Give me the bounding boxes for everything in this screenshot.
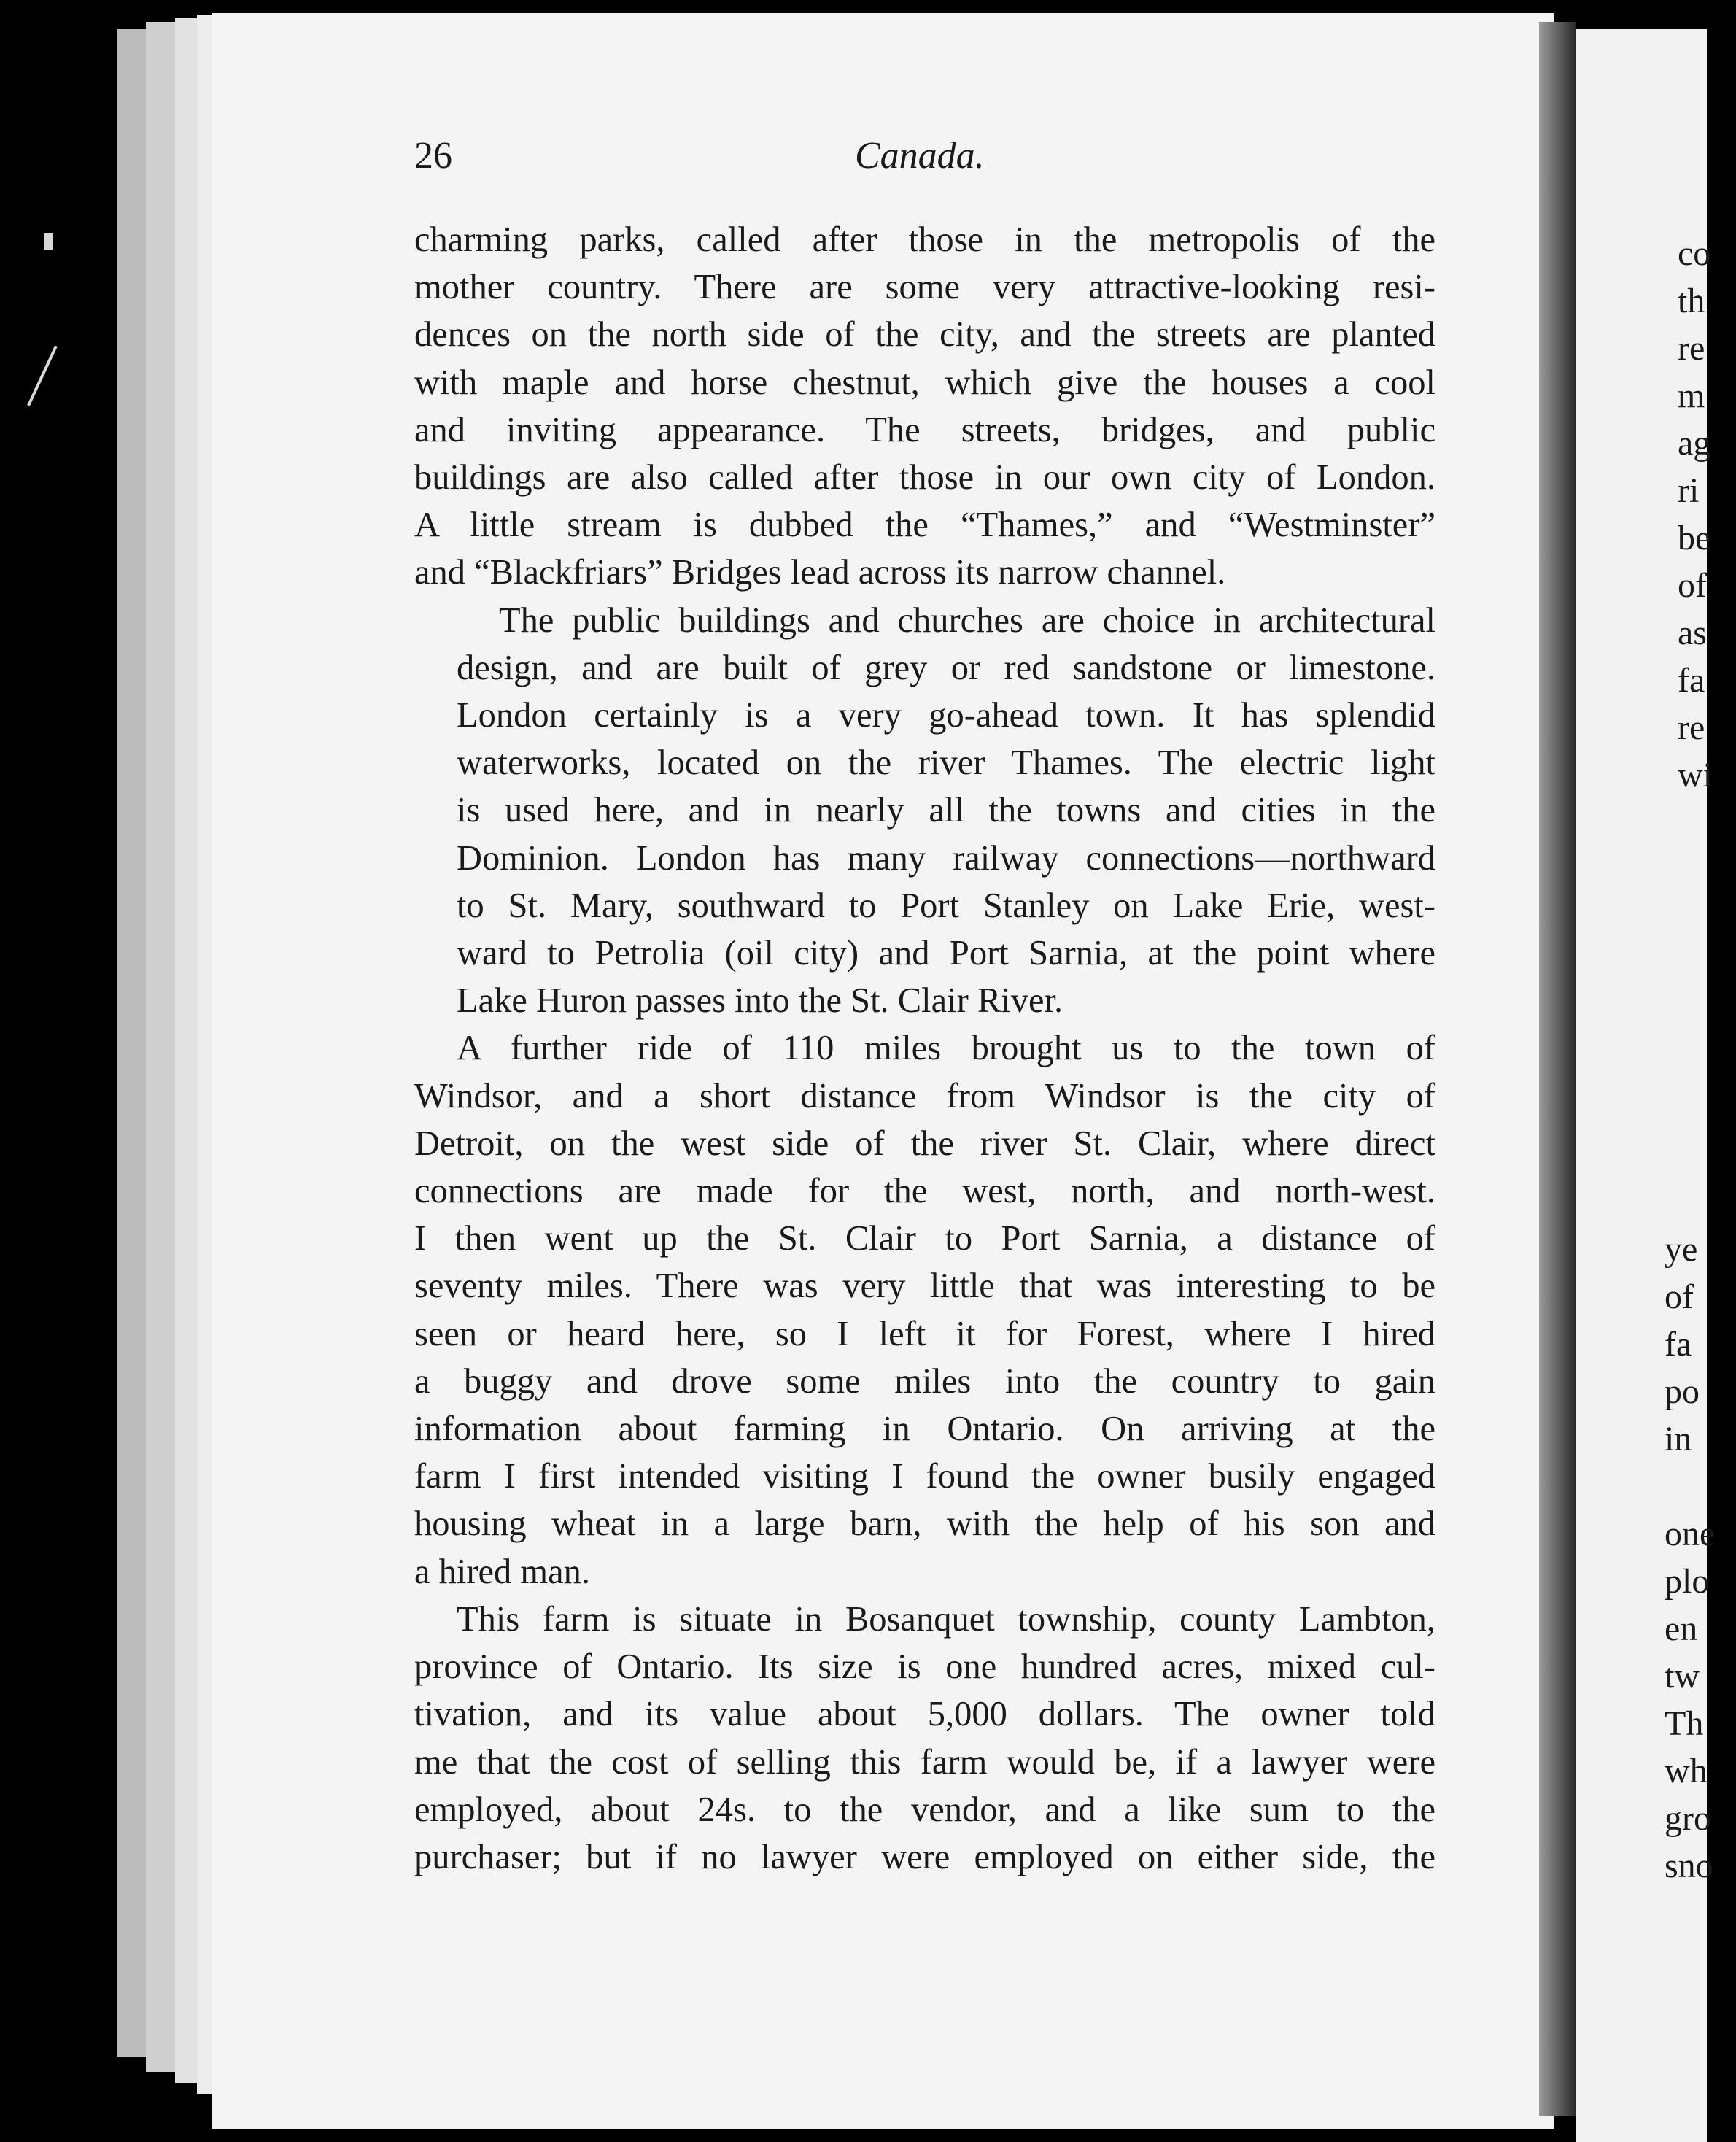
text-line: housing wheat in a large barn, with the help of his son and [414,1504,1435,1544]
text-line: seen or heard here, so I left it for Forest, where I hired [414,1314,1435,1353]
text-line: purchaser; but if no lawyer were employed on either side, the [414,1837,1435,1876]
text-line: charming parks, called after those in the metropolis of the [414,220,1435,259]
paragraph [414,1024,1435,1595]
text-line: A further ride of 110 miles brought us to the town of [457,1029,1435,1068]
fragment: co [1678,234,1711,273]
paragraph [414,597,1435,1025]
text-line: This farm is situate in Bosanquet township, county Lambton, [457,1599,1435,1639]
fragment: in [1665,1420,1692,1458]
fragment: plo [1665,1562,1710,1601]
fragment: re [1678,708,1705,747]
text-line: with maple and horse chestnut, which give the houses a cool [414,363,1435,402]
text-line: and “Blackfriars” Bridges lead across its narrow channel. [414,553,1226,592]
fragment: en [1665,1609,1698,1648]
page-edge [117,29,148,2057]
fragment: be [1678,519,1711,557]
fragment: of [1678,566,1707,605]
fragment: wi [1678,756,1713,794]
fragment: fa [1665,1325,1692,1364]
text-line: Lake Huron passes into the St. Clair River. [457,981,1063,1021]
book-spine [1539,22,1576,2116]
text-line: A little stream is dubbed the “Thames,” and “Westminster” [414,506,1435,545]
fragment: as [1678,614,1707,652]
text-line: buildings are also called after those in our own city of London. [414,458,1435,498]
text-line: province of Ontario. Its size is one hundred acres, mixed cul- [414,1647,1435,1687]
text-line: seventy miles. There was very little that was interesting to be [414,1267,1435,1306]
paragraph [414,1596,1435,1881]
fragment: ye [1665,1230,1698,1269]
fragment: Th [1665,1704,1704,1743]
text-line: employed, about 24s. to the vendor, and a like sum to the [414,1790,1435,1829]
fragment: one [1665,1515,1716,1553]
text-line: I then went up the St. Clair to Port Sarnia, a distance of [414,1219,1435,1258]
text-line: and inviting appearance. The streets, bridges, and public [414,410,1435,449]
fragment: re [1678,329,1705,368]
text-line: The public buildings and churches are choice in architectural [499,600,1435,640]
page-number: 26 [414,135,452,177]
body-text [414,216,1435,1881]
text-line: a hired man. [414,1552,591,1591]
fragment: po [1665,1372,1700,1411]
text-line: is used here, and in nearly all the towns and cities in the [457,791,1435,830]
text-line: mother country. There are some very attractive-looking resi- [414,268,1435,307]
fragment: of [1665,1277,1694,1316]
paragraph [414,216,1435,597]
fragment: wh [1665,1752,1708,1790]
text-line: Windsor, and a short distance from Windsor is the city of [414,1076,1435,1116]
text-line: information about farming in Ontario. On arriving at the [414,1410,1435,1449]
text-line: Dominion. London has many railway connections—northward [457,838,1435,878]
fragment: sno [1665,1847,1713,1885]
fragment: ag [1678,424,1711,463]
fragment: m [1678,376,1705,415]
page-header [414,134,1435,185]
text-line: waterworks, located on the river Thames. The electric light [457,743,1435,783]
page-edge [175,18,199,2083]
fragment: th [1678,282,1705,320]
fragment: fa [1678,661,1705,700]
text-line: connections are made for the west, north, and north-west. [414,1172,1435,1211]
fragment: tw [1665,1657,1700,1696]
text-line: Detroit, on the west side of the river St. Clair, where direct [414,1124,1435,1163]
page-edge [146,22,177,2072]
running-head: Canada. [855,135,985,177]
scan-scratch [27,345,58,406]
text-line: dences on the north side of the city, and the streets are planted [414,315,1435,355]
text-line: ward to Petrolia (oil city) and Port Sarnia, at the point where [457,934,1435,973]
text-line: a buggy and drove some miles into the country to gain [414,1361,1435,1401]
text-line: design, and are built of grey or red sandstone or limestone. [457,648,1435,687]
text-line: me that the cost of selling this farm would be, if a lawyer were [414,1742,1435,1782]
scan-speck [44,233,53,250]
fragment: ri [1678,471,1700,510]
text-line: to St. Mary, southward to Port Stanley on Lake Erie, west- [457,886,1435,925]
text-line: London certainly is a very go-ahead town. It has splendid [457,696,1435,735]
text-line: tivation, and its value about 5,000 dollars. The owner told [414,1695,1435,1734]
fragment: gro [1665,1799,1711,1838]
text-line: farm I first intended visiting I found the owner busily engaged [414,1457,1435,1496]
